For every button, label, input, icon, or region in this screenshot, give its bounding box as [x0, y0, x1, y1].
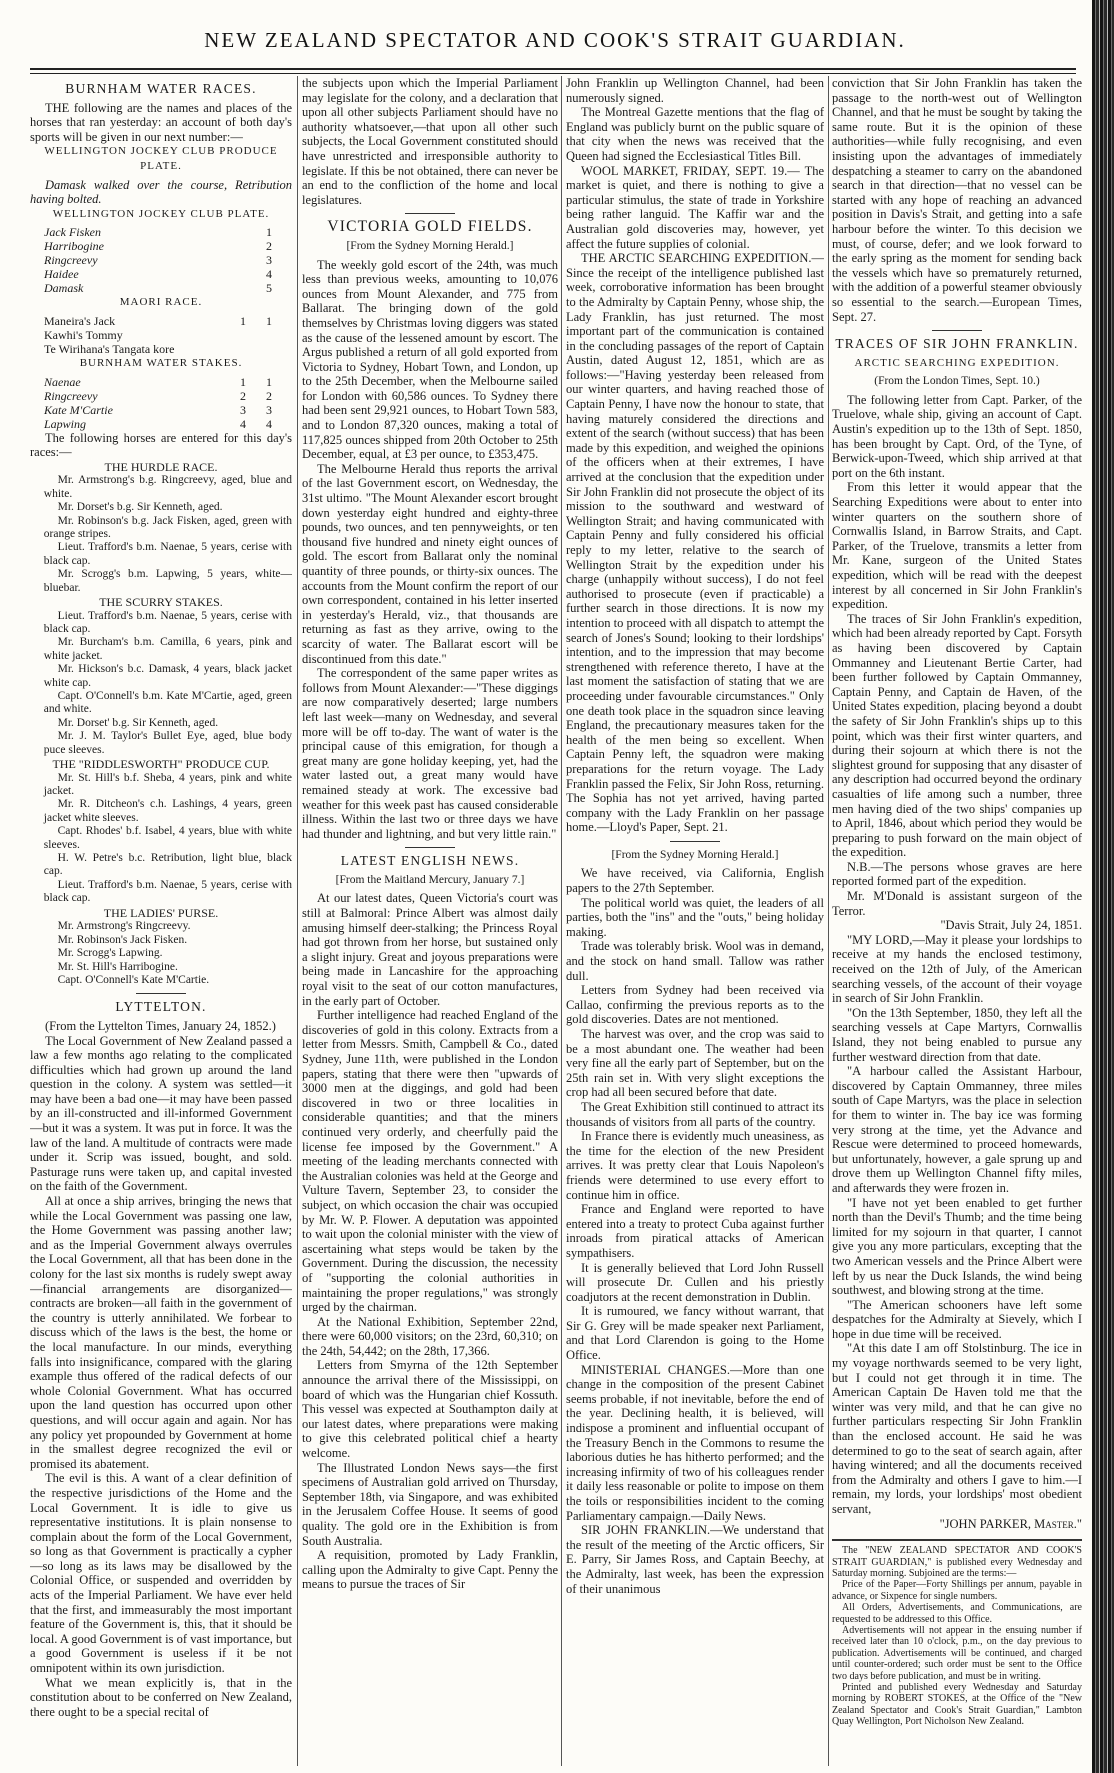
column-rule: [828, 76, 829, 1766]
race-entry: Mr. Robinson's b.g. Jack Fisken, aged, green with orange stripes.: [43, 514, 292, 540]
article-paragraph: The correspondent of the same paper writes as follows from Mount Alexander:—"These diggings are now comparatively deserted; large numbers left last week—many on Wednesday, and several more will be off to-day. The want of water is the principal cause of this emigration, for though a great many are gone holiday keeping, yet, had the water lasted out, a great many would have remained steady at work. The excessive bad weather for this week past has caused considerable illness. Within the last two or three days we have had thunder and lightning, and but very little rain.": [302, 666, 558, 841]
article-paragraph: At the National Exhibition, September 22nd, there were 60,000 visitors; on the 23rd, 60,310; on the 24th, 54,442; on the 28th, 17,366.: [302, 1314, 558, 1358]
race-entry: Mr. Dorset's b.g. Sir Kenneth, aged.: [57, 501, 223, 514]
masthead-rule: [30, 68, 1076, 74]
article-paragraph: Further intelligence had reached England of the discoveries of gold in this colony. Extracts from a letter from Messrs. Smith, Campbell & Co., dated Sydney, June 11th, were published in the London papers, stating that there were then "upwards of 3000 men at the diggings, and gold had been discovered in two or three localities in considerable quantities; and that the miners continued very orderly, and cheerfully paid the license fee imposed by the Government." A meeting of the leading merchants connected with the Australian colonies was held at the George and Vulture Tavern, September 23, to consider the subject, on which occasion the chair was occupied by Mr. W. P. Flower. A deputation was appointed to wait upon the colonial minister with the view of ascertaining what steps would be taken by the Government. During the discussion, the necessity of "supporting the colonial authorities in maintaining the proper regulations," was strongly urged by the chairman.: [302, 1008, 558, 1315]
race-entry: Mr. J. M. Taylor's Bullet Eye, aged, blue body puce sleeves.: [43, 730, 292, 756]
race-entry: Lieut. Trafford's b.m. Naenae, 5 years, cerise with black cap.: [43, 878, 292, 905]
article-paragraph: The Montreal Gazette mentions that the flag of England was publicly burnt on the public square of that city when the news was received that the Queen had signed the Ecclesiastical Titles Bill.: [566, 105, 824, 163]
table-row: Jack Fisken 1: [44, 225, 272, 240]
column-1: [30, 76, 292, 1766]
table-row: Maneira's Jack 1 1: [44, 313, 272, 328]
letter-paragraph: "The American schooners have left some despatches for the Admiralty at Sievely, which I hope in due time will be received.: [832, 1297, 1082, 1341]
divider: [670, 841, 720, 842]
article-paragraph: The weekly gold escort of the 24th, was much less than previous weeks, amounting to 10,076 ounces from Mount Alexander, and 775 from Ballarat. The bringing down of the gold themselves by Christmas loving diggers was stated as the cause of the lessened amount by escort. The Argus published a return of all gold exported from Victoria to Sydney, Hobart Town, and London, up to the 25th December, when the Melbourne sailed for London with 60,586 ounces. To Sydney there had been sent 29,921 ounces, to Hobart Town 583, and to London 87,320 ounces, making a total of 117,825 ounces shipped from 20th October to 25th December, equal, at £3 per ounce, to £353,475.: [302, 257, 558, 462]
article-paragraph: Letters from Sydney had been received via Callao, confirming the previous reports as to the gold discoveries. Dates are not mentioned.: [566, 983, 824, 1027]
article-paragraph: The harvest was over, and the crop was said to be a most abundant one. The weather had been very fine all the early part of September, but on the 25th rain set in. With very slight exceptions the crop had all been secured before that date.: [566, 1027, 824, 1100]
letter-paragraph: "MY LORD,—May it please your lordships to receive at my hands the enclosed testimony, received on the 12th of July, of the American searching vessels, of the account of their voyage in search of Sir John Franklin.: [832, 932, 1082, 1006]
letter-date: "Davis Strait, July 24, 1851.: [940, 918, 1082, 933]
table-row: Naenae 1 1: [44, 374, 272, 389]
race-entry: H. W. Petre's b.c. Retribution, light blue, black cap.: [43, 852, 292, 878]
article-paragraph: The evil is this. A want of a clear definition of the respective jurisdictions of the Home and the Local Government. It is idle to give us representative institutions. It is plain nonsense to complain about the form of the Local Government, so long as that Government is practically a cypher—so long as its laws may be disallowed by the Colonial Office, or suspended and overridden by acts of the Imperial Parliament. We have ever held that the first, and immeasurably the most important feature of the Government is, this, that it should be local. A good Government is of vast importance, but a good Government is useless if it be not omnipotent within its own jurisdiction.: [30, 1471, 292, 1676]
race-entry: Mr. R. Ditcheon's c.h. Lashings, 4 years, green jacket white sleeves.: [43, 798, 292, 824]
race-entry: Mr. St. Hill's Harribogine.: [57, 960, 178, 973]
table-row: Te Wirihana's Tangata kore: [44, 341, 175, 356]
notice-paragraph: All Orders, Advertisements, and Communications, are requested to be addressed to this Office.: [832, 1602, 1082, 1625]
traces-source: (From the London Times, Sept. 10.): [874, 375, 1040, 388]
race-entry: Mr. Scrogg's Lapwing.: [57, 947, 163, 960]
stakes-table: [30, 375, 292, 431]
article-paragraph: France and England were reported to have entered into a treaty to protect Cuba against further inroads from piratical attacks of American sympathisers.: [566, 1202, 824, 1260]
table-row: Ringcreevy 3: [44, 253, 272, 268]
divider: [932, 330, 982, 331]
race-entry: Capt. O'Connell's Kate M'Cartie.: [57, 973, 210, 986]
victoria-source: [From the Sydney Morning Herald.]: [346, 239, 514, 252]
arctic-paragraph: [566, 251, 824, 835]
franklin-lead: SIR JOHN FRANKLIN.—: [581, 1523, 723, 1538]
article-paragraph: The Local Government of New Zealand passed a law a few months ago relating to the complicated difficulties which had grown up around the land question in the colony. A system was settled—it may have been a bad one—it may have been passed by an ill-constructed and ill-informed Government—but it was a system. It was put in force. It was the law of the land. A multitude of contracts were made under it. Scrip was issued, bought, and sold. Pasturage runs were taken up, and capital invested on the faith of the Government.: [30, 1033, 292, 1194]
maori-table: [30, 314, 292, 356]
letter-paragraph: "At this date I am off Stolstinburg. The ice in my voyage northwards seemed to be very light, but I could not get through it in time. The American Captain De Haven told me that the winter was very mild, and that he can give no further particulars respecting Sir John Franklin than the enclosed account. He said he was determined to go to the seat of search again, after having wintered; and all the documents received from the Admiralty and others I gave to him.—I remain, my lords, your lordships' most obedient servant,: [832, 1341, 1082, 1516]
article-paragraph: In France there is evidently much uneasiness, as the time for the election of the new President arrives. It was pretty clear that Louis Napoleon's friends were determined to use every effort to continue him in office.: [566, 1129, 824, 1202]
table-row: Kate M'Cartie 3 3: [44, 402, 272, 417]
article-paragraph: It is rumoured, we fancy without warrant, that Sir G. Grey will be made speaker next Parliament, and that Lord Clarendon is going to the Home Office.: [566, 1304, 824, 1363]
arctic-lead: THE ARCTIC SEARCHING EXPEDITION.—: [581, 251, 824, 266]
entered-intro: The following horses are entered for this day's races:—: [30, 430, 292, 460]
race-entry: Mr. Scrogg's b.m. Lapwing, 5 years, white—bluebar.: [43, 568, 292, 594]
article-paragraph: It is generally believed that Lord John Russell will prosecute Dr. Cullen and his priestly coadjutors at the recent demonstration in Dublin.: [566, 1260, 824, 1304]
table-row: Ringcreevy 2 2: [44, 388, 272, 403]
divider: [405, 847, 455, 848]
article-paragraph: All at once a ship arrives, bringing the news that while the Local Government was passing one law, the Home Government was passing another law; and as the Imperial Government always overrules the Local Government, all that has been done in the colony for the last six months is rudely swept away—financial arrangements are disorganized—contracts are broken—all faith in the government of the country is utterly annihilated. We forbear to discuss which of the laws is the best, the home or the local manufacture. In our minds, everything falls into insignificance, compared with the glaring example thus offered of the radical defects of our whole Colonial Government. What has occurred upon the land question has occurred upon other questions, and will occur again and again. Nor has any policy yet propounded by Government at home in the smallest degree recognized the evil or promised its abatement.: [30, 1194, 292, 1471]
letter-paragraph: "A harbour called the Assistant Harbour, discovered by Captain Ommanney, three miles south of Cape Martyrs, was the place in selection for them to winter in. The bay ice was forming very strong at the time, yet the Advance and Rescue were determined to proceed homewards, but unfortunately, however, a gale sprung up and drove them up Wellington Channel fifty miles, and afterwards they were frozen in.: [832, 1064, 1082, 1195]
article-paragraph: Letters from Smyrna of the 12th September announce the arrival there of the Mississippi, on board of which was the Hungarian chief Kossuth. This vessel was expected at Southampton daily at our latest dates, where preparations were making to give this celebrated political chief a hearty welcome.: [302, 1358, 558, 1461]
sydney-source: [From the Sydney Morning Herald.]: [611, 848, 779, 861]
race-entry: Mr. Hickson's b.c. Damask, 4 years, black jacket white cap.: [43, 663, 292, 689]
article-paragraph: Mr. M'Donald is assistant surgeon of the Terror.: [832, 889, 1082, 918]
article-paragraph: The Melbourne Herald thus reports the arrival of the last Government escort, on Wednesday, the 31st ultimo. "The Mount Alexander escort brought down yesterday eight hundred and eighty-three pounds, two ounces, and ten pennyweights, or ten thousand five hundred and ninety eight ounces of gold. The escort from Ballarat only the nominal quantity of three pounds, or thirty-six ounces. The accounts from the Mount confirm the report of our own correspondent, contained in his letter inserted in yesterday's Herald, viz., that thousands are returning as fast as they arrive, owing to the scarcity of water. The Ballarat escort will be discontinued from this date.": [302, 461, 558, 666]
page-binding-edge: [1092, 0, 1114, 1773]
column-rule: [297, 76, 298, 1766]
burnham-heading: BURNHAM WATER RACES.: [65, 81, 257, 96]
traces-subheading: ARCTIC SEARCHING EXPEDITION.: [854, 356, 1060, 369]
ladies-heading: THE LADIES' PURSE.: [103, 905, 219, 920]
hurdle-heading: THE HURDLE RACE.: [104, 459, 218, 474]
article-paragraph: What we mean explicitly is, that in the constitution about to be conferred on New Zealand, there ought to be a special recital of: [30, 1675, 292, 1719]
notice-paragraph: Advertisements will not appear in the ensuing number if received later than 10 o'clock, p.m., on the day previous to publication. Advertisements will be continued, and charged until counter-ordered; such order must be sent to the Office two days before publication, and must be in writing.: [832, 1625, 1082, 1682]
divider: [136, 993, 186, 994]
letter-signature: "JOHN PARKER, Master.": [939, 1516, 1082, 1531]
wool-market-lead: WOOL MARKET, FRIDAY, SEPT. 19.—: [581, 163, 800, 178]
article-paragraph: Trade was tolerably brisk. Wool was in demand, and the stock on hand small. Tallow was rather dull.: [566, 939, 824, 983]
article-paragraph: We have received, via California, English papers to the 27th September.: [566, 866, 824, 896]
notice-paragraph: The "NEW ZEALAND SPECTATOR AND COOK'S STRAIT GUARDIAN," is published every Wednesday and Saturday morning. Subjoined are the terms:—: [832, 1545, 1082, 1579]
jockey-plate-table: [30, 225, 292, 295]
race-entry: Mr. Armstrong's Ringcreevy.: [57, 920, 191, 933]
race-entry: Capt. O'Connell's b.m. Kate M'Cartie, aged, green and white.: [43, 690, 292, 716]
race-entry: Mr. St. Hill's b.f. Sheba, 4 years, pink and white jacket.: [43, 771, 292, 798]
article-paragraph: conviction that Sir John Franklin has taken the passage to the north-west out of Wellington Channel, and that he must be sought by taking the same route. But it is the opinion of these authorities—while fully recognising, and even insisting upon the advantages of immediately despatching a steamer to carry on the abandoned search in that direction—that no vessel can be started with any hope of reaching an advanced position in Davis's Strait, and getting into a safe harbour before the winter. To this decision we must, of course, defer; and we look forward to the early spring as the moment for sending back the vessels which have so prematurely returned, with the addition of a powerful steamer obviously so essential to the search.—European Times, Sept. 27.: [832, 76, 1082, 324]
article-paragraph: The political world was quiet, the leaders of all parties, both the "ins" and the "outs," being holiday making.: [566, 895, 824, 939]
english-news-heading: LATEST ENGLISH NEWS.: [340, 853, 520, 869]
produce-plate-text: Damask walked over the course, Retribution having bolted.: [30, 177, 292, 207]
burnham-intro: THE following are the names and places of the horses that ran yesterday: an account of both day's sports will be given in our next number:—: [30, 100, 292, 144]
letter-paragraph: "On the 13th September, 1850, they left all the searching vessels at Cape Martyrs, Cornwallis Island, they not being enabled to pursue any further westward direction from that date.: [832, 1005, 1082, 1064]
arctic-text: Since the receipt of the intelligence published last week, corroborative information has been brought to the Admiralty by Captain Penny, whose ship, the Lady Franklin, has just returned. The most important part of the communication is contained in the concluding passages of the report of Captain Austin, dated August 12, 1851, which are as follows:—"Having yesterday been released from our winter quarters, and having reached those of Captain Penny, I have now the honour to state, that having maturely considered the directions and extent of the search (without success) that has been made by this expedition, and weighed the opinions of the officers when at their extremes, I have arrived at the conclusion that the expedition under Sir John Franklin did not prosecute the object of its mission to the southward and westward of Wellington Strait; and having communicated with Captain Penny and fully considered his official reply to my letter, relative to the search of Wellington Strait by the expedition under his charge (unhappily without success), I do not feel authorised to prosecute (even if practicable) a further search in those directions. It is now my intention to proceed with all dispatch to attempt the search of Jones's Sound; looking to their lordships' intention, and to the impression that may become strengthened with reference thereto, I have at the last moment the satisfaction of stating that we are proceeding under favourable circumstances." Only one death took place in the squadron since leaving England, the precautionary measures taken for the health of the men being so excellent. When Captain Penny left, the squadron were making preparations for the return voyage. The Lady Franklin passed the Felix, Sir John Ross, returning. The Sophia has not yet arrived, having parted company with the Lady Franklin on her passage home.—Lloyd's Paper, Sept. 21.: [566, 265, 824, 835]
race-entry: Capt. Rhodes' b.f. Isabel, 4 years, blue with white sleeves.: [43, 825, 292, 851]
traces-heading: TRACES OF SIR JOHN FRANKLIN.: [835, 336, 1079, 352]
race-entry: Lieut. Trafford's b.m. Naenae, 5 years, cerise with black cap.: [43, 609, 292, 635]
letter-paragraph: "I have not yet been enabled to get further north than the Devil's Thumb; and the time being limited for my sojourn in that quarter, I cannot give you any more particulars, excepting that the two American vessels and the Prince Albert were left by us near the Duck Islands, the wind being southwest, and blowing strong at the time.: [832, 1195, 1082, 1298]
article-paragraph: The following letter from Capt. Parker, of the Truelove, whale ship, giving an account of Capt. Austin's expedition up to the 13th of Sept. 1850, has been brought by Capt. Ord, of the Tyne, of Berwick-upon-Tweed, which ship arrived at that port on the 6th instant.: [832, 392, 1082, 480]
race-entry: Mr. Burcham's b.m. Camilla, 6 years, pink and white jacket.: [43, 636, 292, 662]
column-3: [566, 76, 824, 1766]
column-2: [302, 76, 558, 1766]
divider: [405, 213, 455, 214]
article-paragraph: From this letter it would appear that the Searching Expeditions were about to enter into winter quarters on the southern shore of Cornwallis Island, in Barrow Straits, and Capt. Parker, of the Truelove, transmits a letter from Mr. Kane, surgeon of the United States expedition, which will be read with the deepest interest by all concerned in Sir John Franklin's expedition.: [832, 480, 1082, 612]
wool-market-paragraph: [566, 164, 824, 252]
article-paragraph: A requisition, promoted by Lady Franklin, calling upon the Admiralty to give Capt. Penny the means to pursue the traces of Sir: [302, 1548, 558, 1592]
race-entry: Mr. Armstrong's b.g. Ringcreevy, aged, blue and white.: [43, 474, 292, 500]
scurry-heading: THE SCURRY STAKES.: [99, 594, 223, 609]
race-entry: Mr. Robinson's Jack Fisken.: [57, 933, 188, 946]
column-4: [832, 76, 1082, 1766]
notice-paragraph: Printed and published every Wednesday and Saturday morning by ROBERT STOKES, at the Office of the "New Zealand Spectator and Cook's Strait Guardian," Lambton Quay Wellington, Port Nicholson New Zealand.: [832, 1682, 1082, 1728]
publication-notice: [832, 1539, 1082, 1728]
article-paragraph: At our latest dates, Queen Victoria's court was still at Balmoral: Prince Albert was almost daily amusing himself deer-stalking; the Princess Royal had got thrown from her horse, but sustained only a slight injury. Great and joyous preparations were being made in Lancashire for the approaching royal visit to the seat of our cotton manufactures, in the early part of October.: [302, 891, 558, 1008]
table-row: Damask 5: [44, 281, 272, 296]
franklin-paragraph: [566, 1523, 824, 1596]
riddlesworth-heading: THE "RIDDLESWORTH" PRODUCE CUP.: [52, 757, 270, 772]
article-paragraph: the subjects upon which the Imperial Parliament may legislate for the colony, and a declaration that upon all other subjects Parliament should have no authority whatsoever,—that upon all other such subjects, the Local Government constituted should have unrestricted and irresponsible authority to legislate. If this be not obtained, there can never be an end to the confliction of the home and local legislatures.: [302, 76, 558, 207]
produce-plate-heading: WELLINGTON JOCKEY CLUB PRODUCE PLATE.: [44, 145, 278, 172]
article-paragraph: The Illustrated London News says—the first specimens of Australian gold arrived on Thursday, September 18th, via Singapore, and was exhibited in the Jerusalem Coffee House. It seems of good quality. The gold ore in the Exhibition is from South Australia.: [302, 1460, 558, 1548]
table-row: Haidee 4: [44, 267, 272, 282]
race-entry: Lieut. Trafford's b.m. Naenae, 5 years, cerise with black cap.: [43, 541, 292, 567]
column-rule: [561, 76, 562, 1766]
ministerial-lead: MINISTERIAL CHANGES.—: [581, 1362, 743, 1377]
article-paragraph: The traces of Sir John Franklin's expedition, which had been already reported by Capt. Forsyth as having been discovered by Captain Ommanney and Lieutenant Bertie Carter, had been further followed by Captain Ommanney, Captain Penny, and Captain de Haven, of the United States expedition, placing beyond a doubt the safety of Sir John Franklin's ships up to this point, which was their first winter quarters, and during their sojourn at which there is not the slightest ground for supposing that any disaster of any description had occurred beyond the ordinary casualties of life among such a number, three men having died of the two ships' companies up to April, 1846, about which period they would be preparing to push forward on the main object of the expedition.: [832, 611, 1082, 860]
table-row: Lapwing 4 4: [44, 416, 272, 431]
notice-paragraph: Price of the Paper—Forty Shillings per annum, payable in advance, or Sixpence for single numbers.: [832, 1579, 1082, 1602]
franklin-text: We understand that the result of the meeting of the Arctic officers, Sir E. Parry, Sir James Ross, and Captain Beechy, at the Admiralty, last week, has been the expression of their unanimous: [566, 1523, 824, 1596]
table-row: Harribogine 2: [44, 239, 272, 254]
english-news-source: [From the Maitland Mercury, January 7.]: [335, 873, 525, 886]
lyttelton-source: (From the Lyttelton Times, January 24, 1852.): [45, 1018, 276, 1033]
maori-heading: MAORI RACE.: [119, 296, 203, 309]
jockey-plate-heading: WELLINGTON JOCKEY CLUB PLATE.: [52, 207, 270, 220]
masthead: NEW ZEALAND SPECTATOR AND COOK'S STRAIT GUARDIAN.: [204, 28, 906, 52]
table-row: Kawhi's Tommy: [44, 327, 123, 342]
race-entry: Mr. Dorset' b.g. Sir Kenneth, aged.: [57, 716, 219, 729]
victoria-heading: VICTORIA GOLD FIELDS.: [327, 218, 533, 236]
wool-market-text: The market is quiet, and there is nothing to give a particular stimulus, the state of trade in Yorkshire being rather languid. The Kaffir war and the Australian gold discoveries may, however, yet affect the future supplies of colonial.: [566, 163, 824, 251]
article-paragraph: N.B.—The persons whose graves are here reported formed part of the expedition.: [832, 859, 1082, 889]
article-paragraph: John Franklin up Wellington Channel, had been numerously signed.: [566, 76, 824, 105]
stakes-heading: BURNHAM WATER STAKES.: [79, 356, 243, 369]
article-paragraph: The Great Exhibition still continued to attract its thousands of visitors from all parts of the country.: [566, 1099, 824, 1129]
ministerial-text: More than one change in the composition of the present Cabinet seems probable, if not inevitable, before the end of the year. Declining health, it is believed, will indispose a prominent and influential occupant of the Treasury Bench in the Commons to resume the laborious duties he has hitherto performed; and the increasing infirmity of two of his colleagues render it daily less reasonable or polite to impose on them the toils or responsibilities incident to the coming Parliamentary campaign.—Daily News.: [566, 1362, 824, 1523]
ministerial-paragraph: [566, 1363, 824, 1524]
lyttelton-heading: LYTTELTON.: [115, 999, 207, 1015]
